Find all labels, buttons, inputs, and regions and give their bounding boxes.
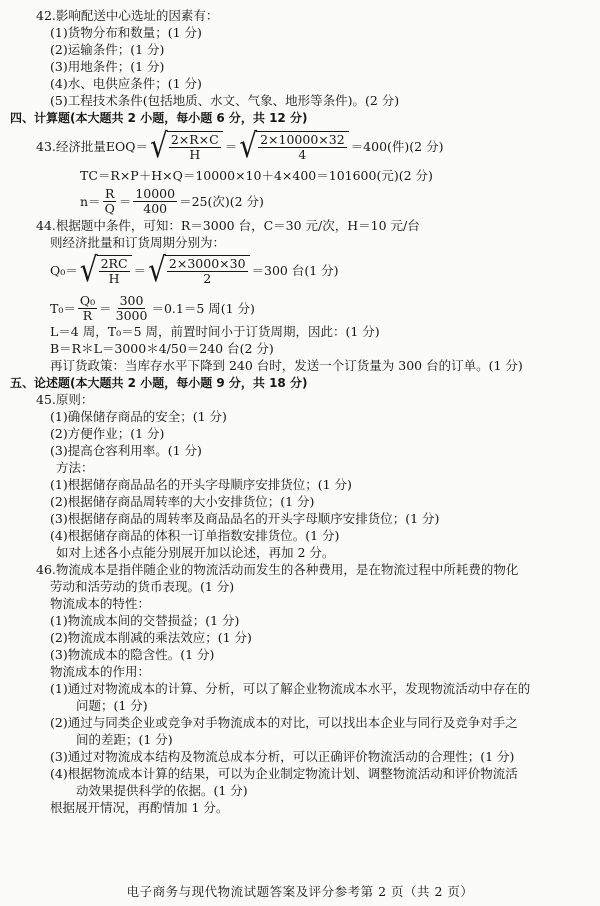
section-4-heading: 四、计算题(本大题共 2 小题，每小题 6 分，共 12 分) xyxy=(10,111,308,125)
sqrt-1: √ $\frac{2\times R\times C}{H}$ xyxy=(150,131,223,162)
q43-n-num2: 10000 xyxy=(135,185,176,201)
q44-t0-eq: ＝ xyxy=(99,301,112,316)
q43-f2-numerator: 2×10000×32 xyxy=(260,131,345,147)
q44-q0-den1: H xyxy=(108,270,120,286)
q43-n-den1: Q xyxy=(104,200,115,216)
q46-role-heading: 物流成本的作用： xyxy=(50,664,151,679)
q44-q0-result: ＝300 台(1 分) xyxy=(251,263,339,278)
q45-heading: 45.原则： xyxy=(36,392,94,407)
q43-f2-denominator: 4 xyxy=(298,146,307,162)
q45-method-heading: 方法： xyxy=(56,460,94,475)
q46-role-2a: (2)通过与同类企业或竞争对手物流成本的对比，可以找出本企业与同行及竞争对手之 xyxy=(50,715,518,730)
q44-policy-line: 再订货政策：当库存水平下降到 240 台时，发送一个订货量为 300 台的订单。(1 分) xyxy=(50,358,523,373)
q42-item-2: (2)运输条件；(1 分) xyxy=(50,42,165,57)
q44-q0-num1: 2RC xyxy=(100,255,128,271)
q44-t0-result: ＝0.1＝5 周(1 分) xyxy=(151,301,255,316)
q43-eq: ＝ xyxy=(224,139,238,154)
q43-eoq-formula xyxy=(36,126,443,166)
q46-feature-3: (3)物流成本的隐含性。(1 分) xyxy=(50,647,215,662)
q43-f1-numerator: 2×R×C xyxy=(170,131,219,147)
q46-role-2b: 间的差距；(1 分) xyxy=(76,732,173,747)
q43-lead: 43.经济批量EOQ＝ xyxy=(36,139,148,154)
q45-method-4: (4)根据储存商品的体积一订单指数安排货位。(1 分) xyxy=(50,528,340,543)
q43-tc-line: TC＝R×P＋H×Q＝10000×10＋4×400＝101600(元)(2 分) xyxy=(80,168,433,183)
q45-principle-2: (2)方便作业；(1 分) xyxy=(50,426,165,441)
q42-item-5: (5)工程技术条件(包括地质、水文、气象、地形等条件)。(2 分) xyxy=(50,93,400,108)
sqrt-4: √ $\frac{2\times 3000\times 30}{2}$ xyxy=(148,255,249,286)
q44-heading: 44.根据题中条件，可知：R＝3000 台，C＝30 元/次，H＝10 元/台 xyxy=(36,218,420,233)
q45-method-2: (2)根据储存商品周转率的大小安排货位；(1 分) xyxy=(50,494,315,509)
q45-method-1: (1)根据储存商品品名的开头字母顺序安排货位；(1 分) xyxy=(50,477,352,492)
q46-feature-1: (1)物流成本间的交替损益；(1 分) xyxy=(50,613,240,628)
q42-item-4: (4)水、电供应条件；(1 分) xyxy=(50,76,202,91)
q44-t0-den1: R xyxy=(82,307,93,323)
q44-q0-den2: 2 xyxy=(203,270,212,286)
q44-t0-lead: T₀＝ xyxy=(50,301,76,316)
q44-q0-lead: Q₀＝ xyxy=(50,263,78,278)
q44-q0-num2: 2×3000×30 xyxy=(168,255,246,271)
section-5-heading: 五、论述题(本大题共 2 小题，每小题 9 分，共 18 分) xyxy=(10,376,308,390)
q46-role-4a: (4)根据物流成本计算的结果，可以为企业制定物流计划、调整物流活动和评价物流活 xyxy=(50,766,518,781)
q44-line-2: 则经济批量和订货周期分别为： xyxy=(50,235,226,250)
q43-result: ＝400(件)(2 分) xyxy=(350,139,444,154)
q44-l-line: L＝4 周，T₀＝5 周，前置时间小于订货周期，因此：(1 分) xyxy=(50,324,380,339)
page-footer: 电子商务与现代物流试题答案及评分参考第 2 页（共 2 页） xyxy=(126,884,474,899)
q43-n-num1: R xyxy=(104,185,115,201)
sqrt-2: √ $\frac{2\times 10000\times 32}{4}$ xyxy=(239,131,348,162)
q45-extra: 如对上述各小点能分别展开加以论述，再加 2 分。 xyxy=(56,545,335,560)
sqrt-3: √ $\frac{2RC}{H}$ xyxy=(80,255,132,286)
q46-role-1a: (1)通过对物流成本的计算、分析，可以了解企业物流成本水平，发现物流活动中存在的 xyxy=(50,681,531,696)
q44-q0-formula xyxy=(50,251,339,289)
q46-extra: 根据展开情况，再酌情加 1 分。 xyxy=(50,800,229,815)
q43-n-den2: 400 xyxy=(143,200,168,216)
q44-t0-num1: Q₀ xyxy=(79,292,96,308)
q46-role-1b: 问题；(1 分) xyxy=(76,698,148,713)
q44-t0-formula xyxy=(50,291,255,325)
q46-role-4b: 动效果提供科学的依据。(1 分) xyxy=(76,783,248,798)
q46-line-2: 劳动和活劳动的货币表现。(1 分) xyxy=(50,579,235,594)
q46-line-1: 46.物流成本是指伴随企业的物流活动而发生的各种费用，是在物流过程中所耗费的物化 xyxy=(36,562,519,577)
q44-q0-eq: ＝ xyxy=(133,263,147,278)
q45-principle-1: (1)确保储存商品的安全；(1 分) xyxy=(50,409,227,424)
q46-feature-heading: 物流成本的特性： xyxy=(50,596,151,611)
q46-role-3: (3)通过对物流成本结构及物流总成本分析，可以正确评价物流活动的合理性；(1 分) xyxy=(50,749,515,764)
q45-method-3: (3)根据储存商品的周转率及商品品名的开头字母顺序安排货位；(1 分) xyxy=(50,511,440,526)
q42-heading: 42.影响配送中心选址的因素有： xyxy=(36,8,219,23)
q46-feature-2: (2)物流成本削减的乘法效应；(1 分) xyxy=(50,630,252,645)
q44-t0-num2: 300 xyxy=(119,292,144,308)
q43-n-formula xyxy=(80,184,264,218)
q42-item-3: (3)用地条件；(1 分) xyxy=(50,59,165,74)
q44-b-line: B＝R＊L＝3000＊4/50＝240 台(2 分) xyxy=(50,341,274,356)
q43-n-lead: n＝ xyxy=(80,194,101,209)
q44-t0-den2: 3000 xyxy=(115,307,148,323)
q43-f1-denominator: H xyxy=(189,146,201,162)
q42-item-1: (1)货物分布和数量；(1 分) xyxy=(50,25,202,40)
q43-n-result: ＝25(次)(2 分) xyxy=(179,194,264,209)
q45-principle-3: (3)提高仓容利用率。(1 分) xyxy=(50,443,202,458)
q43-n-eq: ＝ xyxy=(118,194,132,209)
